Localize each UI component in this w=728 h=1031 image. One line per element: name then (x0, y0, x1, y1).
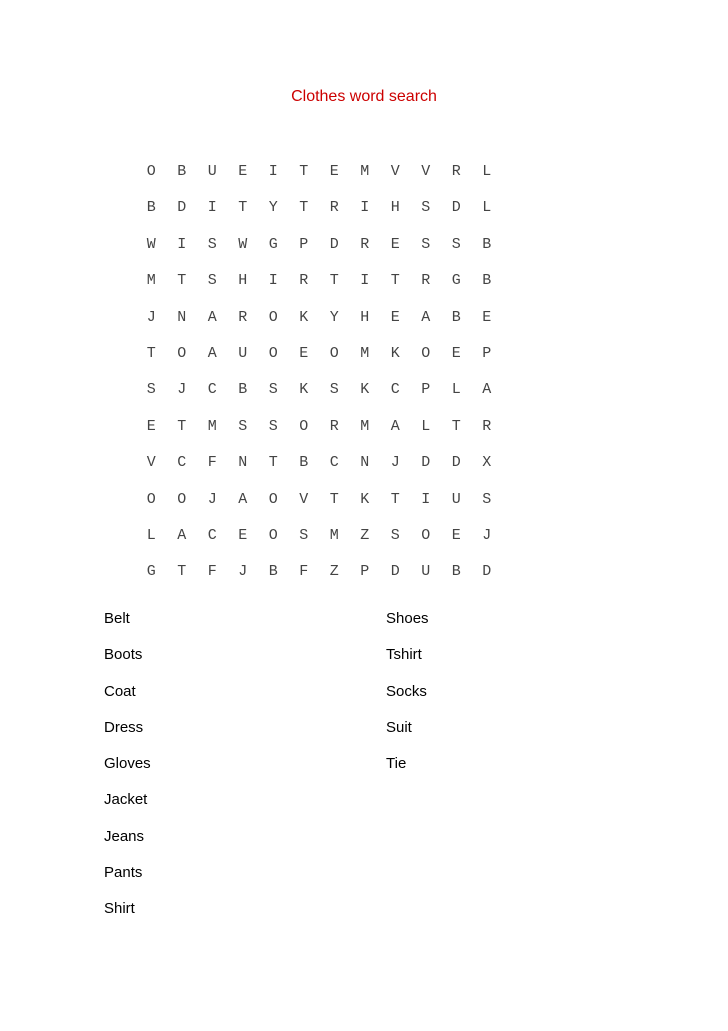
word-list-item: Socks (386, 682, 427, 700)
grid-letter: L (451, 381, 461, 399)
grid-letter: T (146, 344, 156, 362)
grid-letter: K (390, 344, 400, 362)
grid-letter: U (421, 563, 431, 581)
grid-letter: A (238, 490, 248, 508)
grid-letter: O (146, 490, 156, 508)
grid-letter: D (329, 235, 339, 253)
grid-letter: R (421, 272, 431, 290)
grid-letter: E (482, 308, 492, 326)
grid-letter: B (146, 199, 156, 217)
grid-letter: P (482, 344, 492, 362)
grid-letter: F (299, 563, 309, 581)
grid-letter: F (207, 454, 217, 472)
grid-letter: D (482, 563, 492, 581)
grid-letter: A (482, 381, 492, 399)
grid-letter: B (482, 235, 492, 253)
grid-letter: J (238, 563, 248, 581)
grid-letter: I (360, 199, 370, 217)
grid-letter: N (177, 308, 187, 326)
grid-letter: W (238, 235, 248, 253)
grid-letter: A (207, 308, 217, 326)
word-list-left (104, 609, 151, 936)
grid-letter: J (390, 454, 400, 472)
word-list-item: Shoes (386, 610, 429, 627)
word-list-item: Dress (104, 718, 144, 736)
grid-letter: E (451, 526, 461, 544)
grid-letter: G (268, 235, 278, 253)
grid-letter: M (329, 526, 339, 544)
grid-letter: N (360, 454, 370, 472)
grid-letter: T (299, 163, 309, 180)
grid-letter: S (207, 235, 217, 253)
grid-letter: T (177, 417, 187, 435)
grid-letter: H (390, 199, 400, 217)
grid-letter: S (329, 381, 339, 399)
grid-letter: J (177, 381, 187, 399)
grid-letter: F (207, 563, 217, 581)
grid-letter: R (329, 417, 339, 435)
grid-letter: O (177, 490, 187, 508)
grid-letter: E (146, 417, 156, 435)
grid-letter: C (177, 454, 187, 472)
grid-letter: K (360, 490, 370, 508)
grid-letter: E (299, 344, 309, 362)
grid-letter: T (177, 563, 187, 581)
grid-letter: C (390, 381, 400, 399)
grid-letter: H (238, 272, 248, 290)
grid-letter: N (238, 454, 248, 472)
grid-letter: T (451, 417, 461, 435)
grid-letter: Y (329, 308, 339, 326)
grid-letter: S (451, 235, 461, 253)
grid-letter: R (299, 272, 309, 290)
grid-letter: Z (360, 526, 370, 544)
grid-letter: Y (268, 199, 278, 217)
word-list-item: Pants (104, 864, 143, 882)
grid-letter: M (360, 417, 370, 435)
grid-letter: O (268, 526, 278, 544)
grid-letter: A (390, 417, 400, 435)
grid-letter: O (177, 344, 187, 362)
grid-letter: V (421, 163, 431, 180)
grid-letter: Z (329, 563, 339, 581)
grid-letter: D (177, 199, 187, 217)
grid-letter: J (146, 308, 156, 326)
grid-letter: B (451, 563, 461, 581)
grid-letter: S (421, 199, 431, 217)
grid-letter: G (451, 272, 461, 290)
grid-letter: G (146, 563, 156, 581)
grid-letter: T (390, 272, 400, 290)
grid-letter: B (268, 563, 278, 581)
grid-letter: B (238, 381, 248, 399)
grid-letter: X (482, 454, 492, 472)
word-list-item: Jeans (104, 827, 145, 845)
grid-letter: I (207, 199, 217, 217)
grid-letter: L (421, 417, 431, 435)
grid-letter: D (451, 454, 461, 472)
grid-letter: O (421, 344, 431, 362)
grid-letter: S (146, 381, 156, 399)
grid-letter: R (238, 308, 248, 326)
grid-letter: O (146, 163, 156, 180)
grid-letter: U (207, 163, 217, 180)
page-title: Clothes word search (291, 88, 437, 105)
grid-letter: S (421, 235, 431, 253)
grid-letter: D (390, 563, 400, 581)
word-list-item: Tie (386, 755, 407, 773)
grid-letter: C (207, 381, 217, 399)
grid-letter: O (268, 308, 278, 326)
grid-letter: S (299, 526, 309, 544)
grid-letter: I (360, 272, 370, 290)
grid-letter: O (268, 344, 278, 362)
grid-letter: R (451, 163, 461, 180)
grid-letter: W (146, 235, 156, 253)
grid-letter: B (482, 272, 492, 290)
grid-letter: K (299, 381, 309, 399)
word-list-item: Tshirt (386, 646, 422, 664)
word-list-item: Suit (386, 718, 412, 736)
grid-letter: D (451, 199, 461, 217)
word-list-item: Boots (104, 646, 143, 664)
grid-letter: T (390, 490, 400, 508)
grid-letter: R (482, 417, 492, 435)
grid-letter: S (207, 272, 217, 290)
grid-letter: T (268, 454, 278, 472)
grid-letter: L (482, 199, 492, 217)
grid-letter: D (421, 454, 431, 472)
grid-letter: E (451, 344, 461, 362)
word-list-item: Coat (104, 682, 136, 700)
grid-letter: C (329, 454, 339, 472)
grid-letter: E (390, 235, 400, 253)
grid-letter: R (360, 235, 370, 253)
word-list-right (386, 609, 429, 790)
grid-letter: H (360, 308, 370, 326)
grid-letter: V (146, 454, 156, 472)
grid-letter: J (482, 526, 492, 544)
grid-letter: V (390, 163, 400, 180)
grid-letter: J (207, 490, 217, 508)
grid-letter: T (329, 272, 339, 290)
grid-letter: U (238, 344, 248, 362)
grid-letter: K (360, 381, 370, 399)
grid-letter: E (329, 163, 339, 180)
grid-letter: U (451, 490, 461, 508)
grid-letter: E (238, 163, 248, 180)
grid-letter: K (299, 308, 309, 326)
grid-letter: B (299, 454, 309, 472)
grid-letter: I (177, 235, 187, 253)
grid-letter: I (268, 272, 278, 290)
word-list-item: Gloves (104, 755, 151, 773)
word-list-item: Shirt (104, 900, 135, 918)
grid-letter: S (482, 490, 492, 508)
grid-letter: M (146, 272, 156, 290)
word-list-item: Jacket (104, 791, 148, 809)
grid-letter: B (177, 163, 187, 180)
grid-letter: T (238, 199, 248, 217)
grid-letter: S (390, 526, 400, 544)
grid-letter: T (177, 272, 187, 290)
grid-letter: I (268, 163, 278, 180)
grid-letter: S (238, 417, 248, 435)
grid-letter: T (299, 199, 309, 217)
grid-letter: L (146, 526, 156, 544)
grid-letter: C (207, 526, 217, 544)
grid-letter: M (360, 344, 370, 362)
grid-letter: O (268, 490, 278, 508)
grid-letter: O (299, 417, 309, 435)
grid-letter: O (329, 344, 339, 362)
grid-letter: E (238, 526, 248, 544)
grid-letter: M (360, 163, 370, 180)
grid-letter: P (360, 563, 370, 581)
grid-letter: O (421, 526, 431, 544)
grid-letter: P (421, 381, 431, 399)
grid-letter: S (268, 417, 278, 435)
grid-letter: S (268, 381, 278, 399)
word-list-item: Belt (104, 610, 130, 627)
grid-letter: I (421, 490, 431, 508)
grid-letter: B (451, 308, 461, 326)
word-search-grid (136, 161, 502, 598)
grid-letter: E (390, 308, 400, 326)
grid-letter: L (482, 163, 492, 180)
grid-letter: V (299, 490, 309, 508)
grid-letter: R (329, 199, 339, 217)
grid-letter: P (299, 235, 309, 253)
grid-letter: T (329, 490, 339, 508)
grid-letter: A (421, 308, 431, 326)
grid-letter: A (207, 344, 217, 362)
grid-letter: A (177, 526, 187, 544)
grid-letter: M (207, 417, 217, 435)
